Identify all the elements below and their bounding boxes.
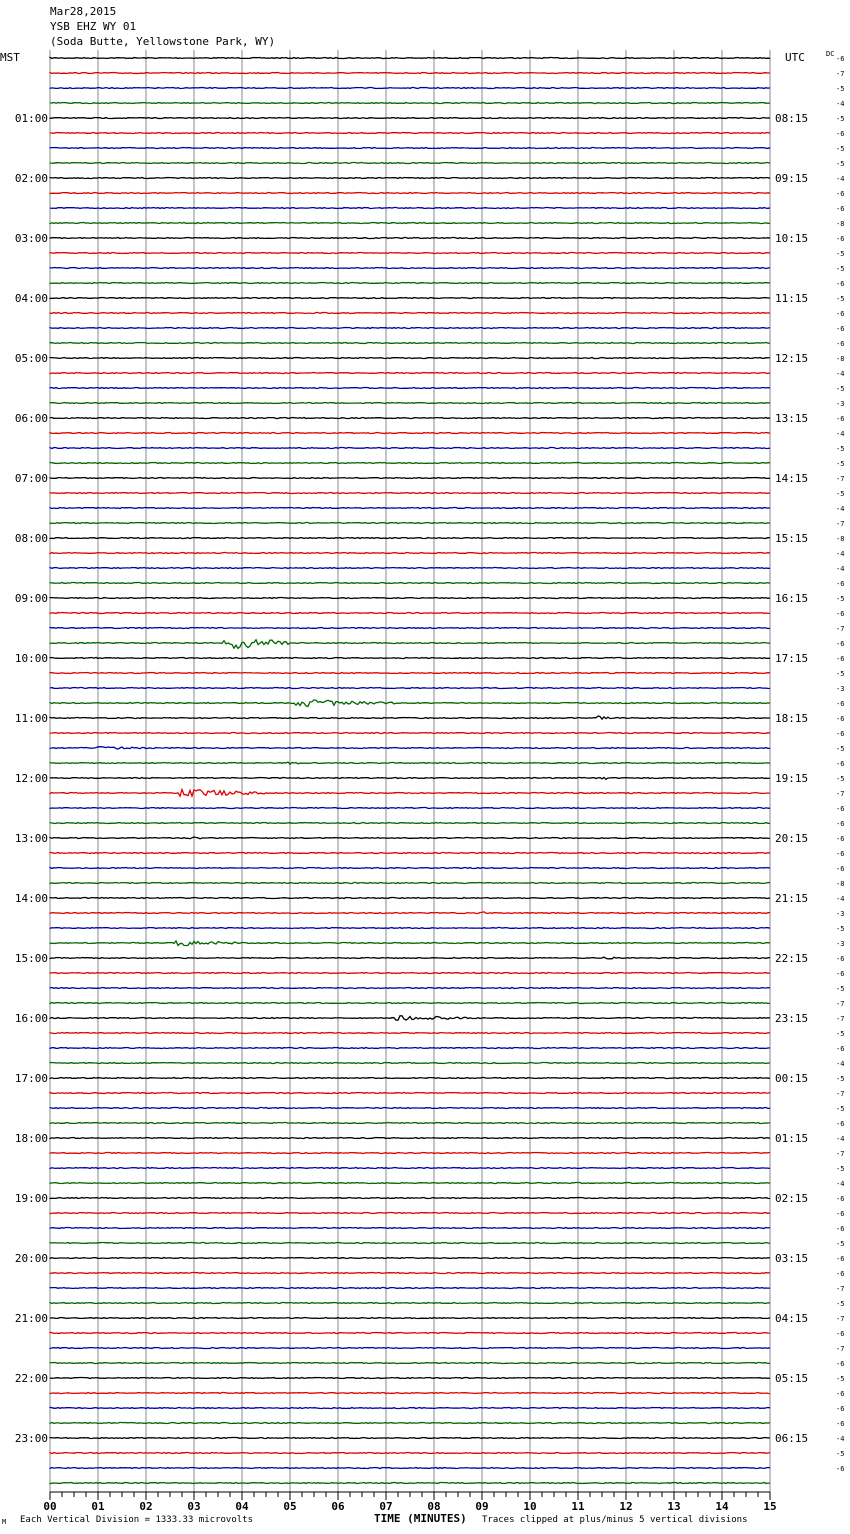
dc-offset-label: -6 <box>836 865 845 873</box>
dc-offset-label: -8 <box>836 535 845 543</box>
right-hour-label: 05:15 <box>775 1372 809 1385</box>
dc-offset-label: -5 <box>836 925 845 933</box>
right-hour-label: 13:15 <box>775 412 809 425</box>
x-tick-label: 00 <box>43 1500 57 1513</box>
trace-line <box>50 418 770 419</box>
dc-offset-label: -5 <box>836 250 845 258</box>
dc-offset-label: -5 <box>836 1240 845 1248</box>
dc-offset-label: -5 <box>836 265 845 273</box>
header-station: YSB EHZ WY 01 <box>50 20 137 33</box>
dc-offset-label: -5 <box>836 490 845 498</box>
trace-line <box>50 1183 770 1184</box>
trace-line <box>50 928 770 929</box>
right-hour-label: 21:15 <box>775 892 809 905</box>
dc-offset-label: -6 <box>836 760 845 768</box>
right-hour-label: 15:15 <box>775 532 809 545</box>
dc-offset-label: -5 <box>836 670 845 678</box>
trace-line <box>50 1318 770 1319</box>
trace-line <box>50 973 770 974</box>
dc-offset-label: -5 <box>836 145 845 153</box>
dc-offset-label: -6 <box>836 1390 845 1398</box>
trace-line <box>50 388 770 389</box>
left-hour-label: 16:00 <box>14 1012 48 1025</box>
right-hour-label: 18:15 <box>775 712 809 725</box>
trace-line <box>50 733 770 734</box>
dc-offset-label: -5 <box>836 460 845 468</box>
right-hour-label: 06:15 <box>775 1432 809 1445</box>
trace-line <box>50 790 770 797</box>
trace-line <box>50 1033 770 1034</box>
dc-offset-label: -6 <box>836 1255 845 1263</box>
dc-offset-label: -5 <box>836 1105 845 1113</box>
dc-offset-label: -6 <box>836 820 845 828</box>
header-location: (Soda Butte, Yellowstone Park, WY) <box>50 35 276 48</box>
dc-offset-label: -3 <box>836 910 845 918</box>
trace-line <box>50 957 770 959</box>
dc-offset-label: -5 <box>836 1375 845 1383</box>
right-hour-label: 10:15 <box>775 232 809 245</box>
x-tick-label: 15 <box>763 1500 777 1513</box>
trace-line <box>50 1123 770 1124</box>
left-hour-label: 19:00 <box>14 1192 48 1205</box>
dc-offset-label: -7 <box>836 1090 845 1098</box>
dc-offset-label: -6 <box>836 1270 845 1278</box>
trace-line <box>50 403 770 404</box>
trace-line <box>50 898 770 899</box>
trace-line <box>50 463 770 464</box>
right-hour-label: 11:15 <box>775 292 809 305</box>
dc-offset-label: -5 <box>836 295 845 303</box>
x-tick-label: 13 <box>667 1500 681 1513</box>
trace-line <box>50 700 770 707</box>
trace-line <box>50 658 770 659</box>
trace-line <box>50 523 770 524</box>
left-hour-label: 18:00 <box>14 1132 48 1145</box>
dc-offset-label: -8 <box>836 880 845 888</box>
trace-line <box>50 568 770 569</box>
right-hour-label: 19:15 <box>775 772 809 785</box>
right-hour-label: 01:15 <box>775 1132 809 1145</box>
dc-offset-label: -6 <box>836 310 845 318</box>
dc-offset-label: -5 <box>836 595 845 603</box>
dc-offset-label: -6 <box>836 610 845 618</box>
dc-offset-label: -8 <box>836 355 845 363</box>
trace-line <box>50 598 770 599</box>
trace-line <box>50 313 770 314</box>
trace-line <box>50 1168 770 1169</box>
time-axis <box>43 1492 776 1513</box>
dc-offset-label: -4 <box>836 505 845 513</box>
trace-line <box>50 508 770 509</box>
header-date: Mar28,2015 <box>50 5 117 18</box>
trace-line <box>50 716 770 719</box>
dc-offset-label: -6 <box>836 205 845 213</box>
trace-line <box>50 1228 770 1229</box>
dc-offset-label: -5 <box>836 985 845 993</box>
dc-offset-label: -6 <box>836 850 845 858</box>
trace-line <box>50 1003 770 1004</box>
trace-line <box>50 238 770 239</box>
trace-line <box>50 1303 770 1304</box>
right-hour-label: 14:15 <box>775 472 809 485</box>
x-tick-label: 10 <box>523 1500 537 1513</box>
clip-note: Traces clipped at plus/minus 5 vertical divisions <box>482 1515 748 1525</box>
x-tick-label: 04 <box>235 1500 249 1513</box>
left-hour-label: 14:00 <box>14 892 48 905</box>
trace-line <box>50 640 770 649</box>
dc-offset-label: -4 <box>836 430 845 438</box>
dc-offset-label: -6 <box>836 1420 845 1428</box>
left-hour-label: 04:00 <box>14 292 48 305</box>
dc-offset-label: -4 <box>836 565 845 573</box>
right-hour-label: 17:15 <box>775 652 809 665</box>
x-tick-label: 02 <box>139 1500 153 1513</box>
dc-offset-label: -4 <box>836 370 845 378</box>
dc-offset-label: -6 <box>836 730 845 738</box>
left-hour-label: 23:00 <box>14 1432 48 1445</box>
trace-line <box>50 478 770 479</box>
dc-offset-label: -6 <box>836 1465 845 1473</box>
dc-offset-label: -6 <box>836 715 845 723</box>
trace-line <box>50 988 770 989</box>
dc-offset-label: -5 <box>836 745 845 753</box>
trace-line <box>50 837 770 839</box>
left-hour-label: 17:00 <box>14 1072 48 1085</box>
trace-line <box>50 1258 770 1259</box>
trace-line <box>50 1288 770 1289</box>
dc-offset-label: -7 <box>836 625 845 633</box>
dc-offset-label: -6 <box>836 970 845 978</box>
left-hour-label: 03:00 <box>14 232 48 245</box>
right-hour-label: 20:15 <box>775 832 809 845</box>
left-hour-label: 07:00 <box>14 472 48 485</box>
trace-line <box>50 358 770 359</box>
dc-offset-label: -6 <box>836 1195 845 1203</box>
dc-offset-label: -7 <box>836 1285 845 1293</box>
dc-offset-label: -6 <box>836 55 845 63</box>
trace-line <box>50 448 770 449</box>
dc-offset-label: -5 <box>836 1030 845 1038</box>
trace-line <box>50 178 770 179</box>
x-tick-label: 14 <box>715 1500 729 1513</box>
left-hour-label: 08:00 <box>14 532 48 545</box>
trace-line <box>50 628 770 629</box>
dc-offset-label: -5 <box>836 115 845 123</box>
right-hour-label: 23:15 <box>775 1012 809 1025</box>
x-tick-label: 08 <box>427 1500 441 1513</box>
right-hour-label: 09:15 <box>775 172 809 185</box>
left-hour-label: 15:00 <box>14 952 48 965</box>
trace-line <box>50 538 770 539</box>
trace-line <box>50 1273 770 1274</box>
trace-line <box>50 1438 770 1439</box>
trace-line <box>50 268 770 269</box>
trace-line <box>50 1348 770 1349</box>
left-hour-label: 21:00 <box>14 1312 48 1325</box>
x-axis-title: TIME (MINUTES) <box>374 1512 467 1525</box>
trace-line <box>50 148 770 149</box>
footer-left-mark: M <box>2 1518 7 1526</box>
trace-line <box>50 298 770 299</box>
trace-line <box>50 823 770 824</box>
left-hour-label: 22:00 <box>14 1372 48 1385</box>
trace-line <box>50 1078 770 1079</box>
dc-offset-label: -5 <box>836 85 845 93</box>
dc-offset-label: -7 <box>836 1315 845 1323</box>
dc-offset-label: -4 <box>836 1135 845 1143</box>
x-tick-label: 06 <box>331 1500 345 1513</box>
dc-offset-label: -6 <box>836 955 845 963</box>
dc-offset-label: -6 <box>836 235 845 243</box>
dc-offset-label: -6 <box>836 1330 845 1338</box>
dc-offset-label: -4 <box>836 175 845 183</box>
trace-line <box>50 1213 770 1214</box>
dc-offset-label: -6 <box>836 805 845 813</box>
trace-line <box>50 762 770 764</box>
trace-line <box>50 808 770 809</box>
trace-line <box>50 208 770 209</box>
dc-offset-label: -7 <box>836 475 845 483</box>
trace-line <box>50 673 770 674</box>
trace-line <box>50 941 770 946</box>
dc-offset-label: -7 <box>836 520 845 528</box>
trace-line <box>50 1093 770 1094</box>
left-timezone-label: MST <box>0 51 20 64</box>
minute-gridlines <box>50 50 770 1492</box>
x-tick-label: 11 <box>571 1500 585 1513</box>
trace-line <box>50 583 770 584</box>
dc-offset-label: -5 <box>836 1075 845 1083</box>
trace-line <box>50 1063 770 1064</box>
left-hour-label: 13:00 <box>14 832 48 845</box>
trace-line <box>50 912 770 914</box>
dc-offset-label: -4 <box>836 895 845 903</box>
dc-offset-label: -7 <box>836 1150 845 1158</box>
left-hour-label: 10:00 <box>14 652 48 665</box>
trace-line <box>50 1153 770 1154</box>
trace-line <box>50 133 770 134</box>
dc-offset-label: -5 <box>836 445 845 453</box>
x-tick-label: 07 <box>379 1500 393 1513</box>
dc-offset-label: -6 <box>836 1225 845 1233</box>
dc-offset-label: -7 <box>836 790 845 798</box>
trace-line <box>50 118 770 119</box>
right-hour-label: 02:15 <box>775 1192 809 1205</box>
trace-line <box>50 1423 770 1424</box>
dc-offset-label: -7 <box>836 1015 845 1023</box>
trace-line <box>50 1378 770 1379</box>
trace-line <box>50 328 770 329</box>
right-hour-label: 04:15 <box>775 1312 809 1325</box>
trace-line <box>50 1198 770 1199</box>
trace-line <box>50 253 770 254</box>
dc-offset-label: -3 <box>836 940 845 948</box>
right-hour-label: 03:15 <box>775 1252 809 1265</box>
trace-line <box>50 613 770 614</box>
trace-line <box>50 493 770 494</box>
trace-line <box>50 1333 770 1334</box>
trace-line <box>50 778 770 780</box>
dc-offset-label: -5 <box>836 1450 845 1458</box>
dc-offset-label: -5 <box>836 1300 845 1308</box>
trace-line <box>50 1243 770 1244</box>
trace-line <box>50 1483 770 1484</box>
x-tick-label: 05 <box>283 1500 297 1513</box>
dc-offset-label: -3 <box>836 685 845 693</box>
trace-line <box>50 688 770 689</box>
x-tick-label: 01 <box>91 1500 105 1513</box>
dc-offset-label: -7 <box>836 1000 845 1008</box>
trace-line <box>50 853 770 854</box>
dc-offset-label: -6 <box>836 325 845 333</box>
trace-line <box>50 1363 770 1364</box>
dc-offset-label: -6 <box>836 700 845 708</box>
dc-offset-label: -4 <box>836 100 845 108</box>
trace-line <box>50 193 770 194</box>
dc-offset-label: -4 <box>836 1060 845 1068</box>
dc-offset-label: -7 <box>836 70 845 78</box>
left-hour-label: 05:00 <box>14 352 48 365</box>
scale-note: Each Vertical Division = 1333.33 microvolts <box>20 1515 253 1525</box>
trace-line <box>50 1408 770 1409</box>
trace-line <box>50 1138 770 1139</box>
trace-lines <box>50 58 770 1484</box>
trace-line <box>50 283 770 284</box>
trace-line <box>50 1393 770 1394</box>
left-hour-label: 12:00 <box>14 772 48 785</box>
dc-offset-label: -4 <box>836 1435 845 1443</box>
trace-line <box>50 1108 770 1109</box>
trace-line <box>50 373 770 374</box>
trace-line <box>50 868 770 869</box>
right-hour-label: 00:15 <box>775 1072 809 1085</box>
x-tick-label: 12 <box>619 1500 633 1513</box>
x-tick-label: 09 <box>475 1500 489 1513</box>
trace-line <box>50 343 770 344</box>
right-hour-label: 22:15 <box>775 952 809 965</box>
dc-offset-label: -8 <box>836 220 845 228</box>
dc-offset-label: -6 <box>836 580 845 588</box>
dc-offset-label: -5 <box>836 775 845 783</box>
trace-line <box>50 747 770 749</box>
right-timezone-label: UTC <box>785 51 805 64</box>
trace-line <box>50 58 770 59</box>
left-hour-label: 01:00 <box>14 112 48 125</box>
dc-offset-label: -4 <box>836 1180 845 1188</box>
right-hour-label: 12:15 <box>775 352 809 365</box>
left-hour-label: 09:00 <box>14 592 48 605</box>
dc-offset-labels <box>826 50 844 1473</box>
x-tick-label: 03 <box>187 1500 201 1513</box>
trace-line <box>50 73 770 74</box>
left-hour-label: 20:00 <box>14 1252 48 1265</box>
dc-offset-label: -6 <box>836 130 845 138</box>
left-hour-label: 02:00 <box>14 172 48 185</box>
dc-offset-label: -6 <box>836 1405 845 1413</box>
trace-line <box>50 1453 770 1454</box>
dc-offset-label: -6 <box>836 1210 845 1218</box>
dc-label: DC <box>826 50 835 58</box>
dc-offset-label: -6 <box>836 340 845 348</box>
trace-line <box>50 1468 770 1469</box>
dc-offset-label: -6 <box>836 835 845 843</box>
trace-line <box>50 1016 770 1020</box>
trace-line <box>50 883 770 884</box>
dc-offset-label: -5 <box>836 1165 845 1173</box>
left-hour-label: 11:00 <box>14 712 48 725</box>
dc-offset-label: -6 <box>836 1045 845 1053</box>
dc-offset-label: -6 <box>836 640 845 648</box>
trace-line <box>50 88 770 89</box>
trace-line <box>50 1048 770 1049</box>
dc-offset-label: -6 <box>836 415 845 423</box>
dc-offset-label: -6 <box>836 1360 845 1368</box>
dc-offset-label: -6 <box>836 655 845 663</box>
dc-offset-label: -4 <box>836 550 845 558</box>
trace-line <box>50 553 770 554</box>
dc-offset-label: -7 <box>836 1345 845 1353</box>
dc-offset-label: -5 <box>836 160 845 168</box>
trace-line <box>50 103 770 104</box>
trace-line <box>50 223 770 224</box>
dc-offset-label: -5 <box>836 385 845 393</box>
left-hour-label: 06:00 <box>14 412 48 425</box>
dc-offset-label: -6 <box>836 1120 845 1128</box>
dc-offset-label: -3 <box>836 400 845 408</box>
trace-line <box>50 433 770 434</box>
right-hour-label: 08:15 <box>775 112 809 125</box>
trace-line <box>50 163 770 164</box>
dc-offset-label: -6 <box>836 190 845 198</box>
right-hour-label: 16:15 <box>775 592 809 605</box>
dc-offset-label: -6 <box>836 280 845 288</box>
